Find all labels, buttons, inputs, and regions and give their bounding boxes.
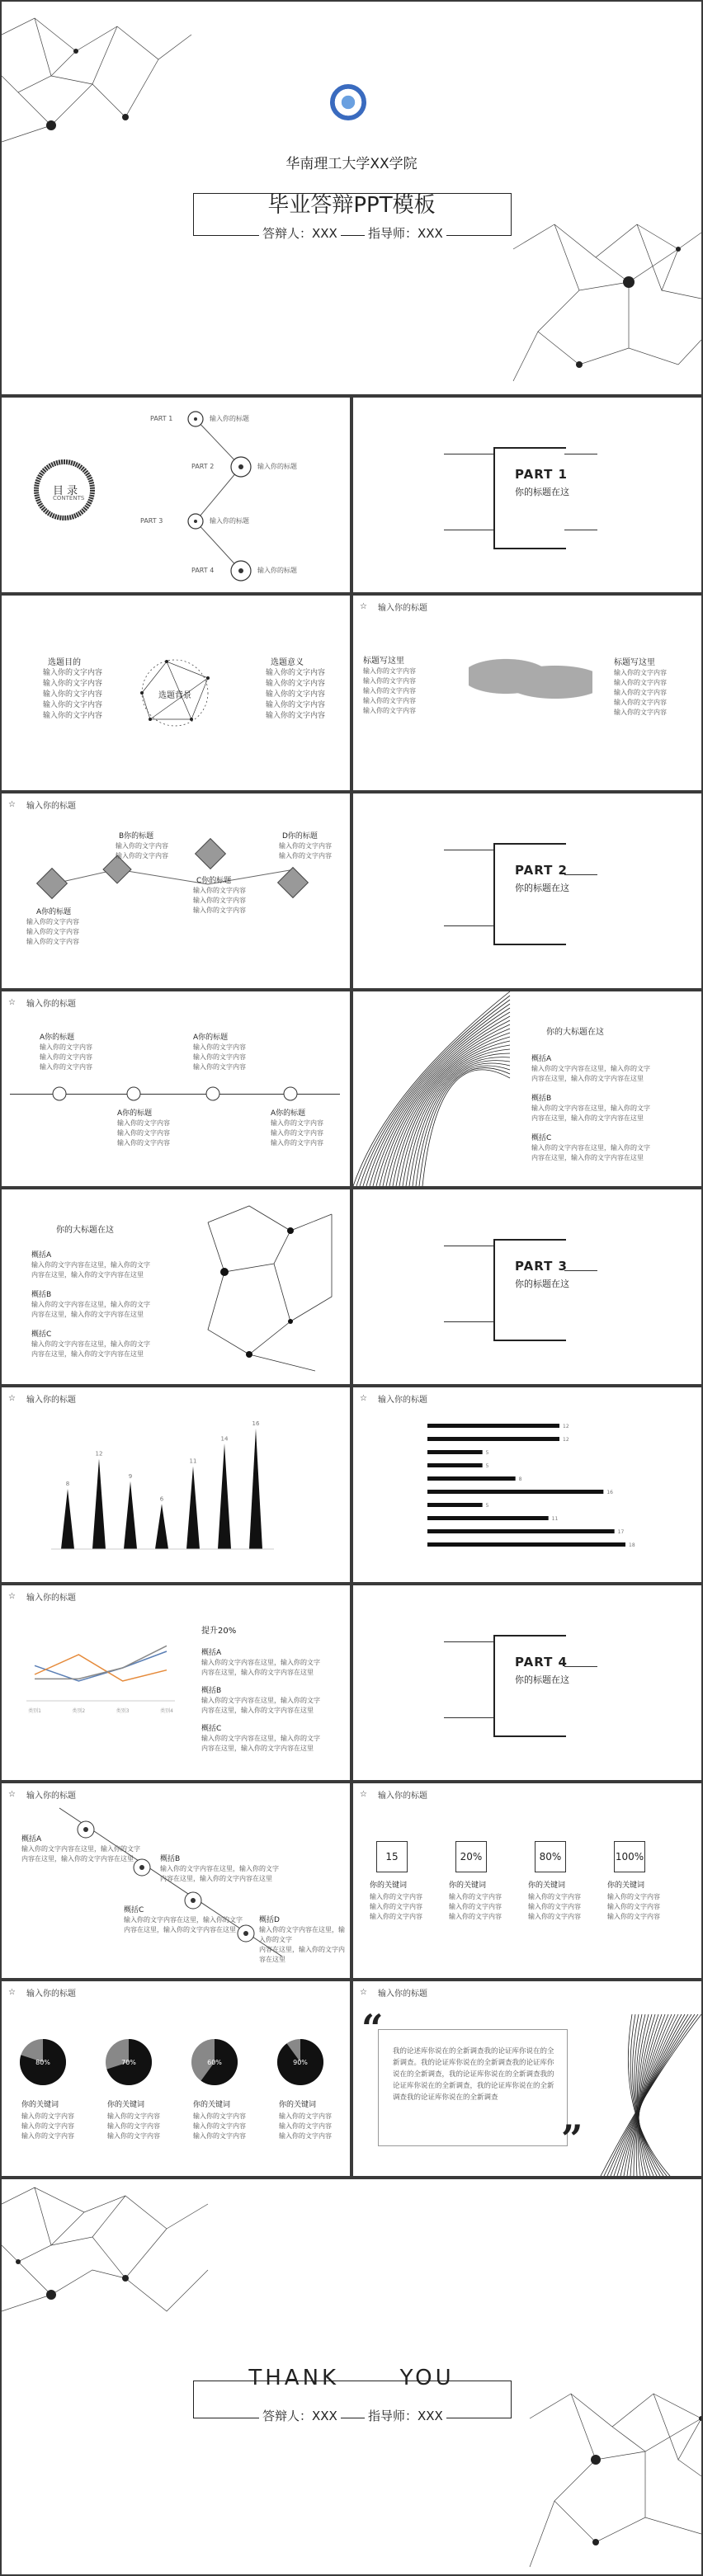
section-heading: 你的大标题在这 xyxy=(56,1226,114,1235)
flow-slide xyxy=(2,794,350,988)
text-line: 输入你的文字内容 xyxy=(193,1043,246,1051)
star-icon: ☆ xyxy=(360,1394,367,1403)
text-line: 内容在这里，输入你的文字内容在这里 xyxy=(31,1350,144,1358)
pie-label: 60% xyxy=(207,2059,222,2066)
art-curve xyxy=(356,996,510,1186)
keyword: 你的关键词 xyxy=(21,2101,59,2109)
pie-slide xyxy=(2,1981,350,2176)
text-line: 输入你的文字内容 xyxy=(279,2122,332,2130)
toc-title: 目 录 xyxy=(53,485,78,497)
summary-b: 概括B xyxy=(201,1687,222,1695)
text-line: 输入你的文字内容在这里，输入你的文字 xyxy=(259,1926,345,1943)
text-line: 输入你的文字内容 xyxy=(449,1903,502,1910)
pie-label: 70% xyxy=(121,2059,136,2066)
spike-value-label: 14 xyxy=(220,1435,229,1443)
flow-label-a: A你的标题 xyxy=(36,908,72,916)
text-line: 内容在这里，输入你的文字内容在这里 xyxy=(21,1855,134,1863)
slide-header: ☆ 输入你的标题 xyxy=(360,1988,427,1999)
text-line: 输入你的文字内容 xyxy=(193,1053,246,1061)
part-frame xyxy=(493,447,566,549)
text-line: 输入你的文字内容 xyxy=(193,907,246,914)
text-line: 输入你的文字内容在这里，输入你的文字 xyxy=(531,1144,650,1151)
text-line: 输入你的文字内容 xyxy=(43,690,103,699)
timeline-label-4: A你的标题 xyxy=(271,1109,306,1118)
part-title: 你的标题在这 xyxy=(515,1279,569,1289)
summary-b: 概括B xyxy=(31,1291,52,1299)
keyword: 你的关键词 xyxy=(528,1881,566,1890)
thank-you-title: THANK YOU xyxy=(248,2366,455,2390)
timeline-label-2: A你的标题 xyxy=(117,1109,153,1118)
text-line: 输入你的文字内容 xyxy=(528,1903,581,1910)
art-curve xyxy=(376,1020,510,1186)
text-line: 输入你的文字内容 xyxy=(40,1043,92,1051)
star-icon: ☆ xyxy=(8,998,16,1007)
text-line: 输入你的文字内容 xyxy=(279,852,332,859)
spike-value-label: 16 xyxy=(252,1420,260,1427)
slide-header: ☆ 输入你的标题 xyxy=(8,1790,76,1801)
x-tick-label: 类别1 xyxy=(28,1708,41,1714)
star-icon: ☆ xyxy=(8,1988,16,1997)
hbar xyxy=(427,1503,483,1507)
text-line: 输入你的文字内容 xyxy=(528,1893,581,1900)
text-line: 输入你的文字内容 xyxy=(193,1063,246,1071)
text-line: 输入你的文字内容 xyxy=(116,842,168,850)
timeline-label-1: A你的标题 xyxy=(40,1034,75,1042)
toc-slide xyxy=(2,398,350,592)
star-icon: ☆ xyxy=(360,602,367,611)
text-line: 输入你的文字内容 xyxy=(449,1893,502,1900)
chart-title: 提升20% xyxy=(201,1627,237,1636)
star-icon: ☆ xyxy=(8,1790,16,1799)
keyword: 你的关键词 xyxy=(107,2101,145,2109)
stat-box: 80% xyxy=(535,1841,566,1872)
text-line: 输入你的文字内容 xyxy=(43,669,103,677)
hbar-chart-slide xyxy=(353,1387,701,1582)
lines-art-slide xyxy=(353,991,701,1186)
network-text-slide xyxy=(2,1189,350,1384)
boxes-slide xyxy=(353,1783,701,1978)
art-curve xyxy=(373,1016,510,1186)
hbar-value-label: 5 xyxy=(485,1463,489,1469)
hbar xyxy=(427,1450,483,1454)
text-line: 输入你的文字内容 xyxy=(40,1053,92,1061)
stat-box: 15 xyxy=(376,1841,408,1872)
spike-bar xyxy=(92,1459,106,1550)
step-d: 概括D xyxy=(259,1916,280,1924)
hbar-value-label: 8 xyxy=(518,1476,522,1482)
stat-box: 20% xyxy=(455,1841,487,1872)
advisor: 指导师：XXX xyxy=(365,224,446,242)
text-line: 内容在这里，输入你的文字内容在这里 xyxy=(531,1114,644,1122)
part-frame xyxy=(493,1239,566,1341)
spike-value-label: 12 xyxy=(95,1450,103,1458)
topic-slide xyxy=(2,596,350,790)
hbar xyxy=(427,1476,516,1481)
text-line: 输入你的文字内容 xyxy=(449,1913,502,1920)
line-chart-slide xyxy=(2,1585,350,1780)
text-line: 输入你的文字内容在这里，输入你的文字 xyxy=(31,1261,150,1269)
text-line: 输入你的文字内容 xyxy=(370,1913,422,1920)
text-line: 输入你的文字内容 xyxy=(193,897,246,904)
spike-value-label: 6 xyxy=(159,1495,164,1503)
summary-a: 概括A xyxy=(201,1649,222,1657)
spike-bar xyxy=(218,1443,231,1549)
text-line: 输入你的文字内容 xyxy=(607,1893,660,1900)
text-line: 输入你的文字内容 xyxy=(117,1119,170,1127)
toc-part-2: PART 2 xyxy=(191,463,215,470)
stat-box: 100% xyxy=(614,1841,645,1872)
school-name: 华南理工大学XX学院 xyxy=(285,156,418,172)
star-icon: ☆ xyxy=(8,800,16,809)
text-line: 输入你的文字内容 xyxy=(279,2132,332,2140)
slide-header: ☆ 输入你的标题 xyxy=(8,1394,76,1405)
flow-label-b: B你的标题 xyxy=(119,832,154,841)
cover-slide xyxy=(2,2,701,394)
topic-center: 选题背景 xyxy=(158,691,191,700)
text-line: 输入你的文字内容 xyxy=(26,918,79,925)
art-curve xyxy=(416,1066,510,1186)
text-line: 输入你的文字内容在这里，输入你的文字 xyxy=(201,1659,320,1666)
hbar-value-label: 12 xyxy=(563,1437,569,1443)
art-curve xyxy=(363,1004,510,1186)
text-line: 输入你的文字内容在这里，输入你的文字 xyxy=(21,1845,140,1853)
summary-c: 概括C xyxy=(31,1330,52,1339)
hbar xyxy=(427,1516,549,1520)
text-line: 内容在这里，输入你的文字内容在这里 xyxy=(259,1946,345,1963)
pie-label: 90% xyxy=(293,2059,308,2066)
text-line: 输入你的文字内容 xyxy=(363,707,416,714)
text-line: 内容在这里，输入你的文字内容在这里 xyxy=(201,1707,314,1714)
summary-c: 概括C xyxy=(201,1725,222,1733)
hbar xyxy=(427,1424,559,1428)
hbar xyxy=(427,1490,603,1494)
hbar-value-label: 17 xyxy=(617,1529,625,1535)
toc-label-4[interactable]: 输入你的标题 xyxy=(257,567,297,574)
timeline-label-3: A你的标题 xyxy=(193,1034,229,1042)
keyword: 你的关键词 xyxy=(279,2101,317,2109)
text-line: 输入你的文字内容 xyxy=(363,667,416,675)
timeline-slide xyxy=(2,991,350,1186)
text-line: 输入你的文字内容 xyxy=(614,689,667,696)
hbar xyxy=(427,1529,615,1533)
keyword: 你的关键词 xyxy=(370,1881,408,1890)
spike-bar xyxy=(155,1504,168,1549)
text-line: 输入你的文字内容 xyxy=(279,2112,332,2120)
text-line: 输入你的文字内容在这里，输入你的文字 xyxy=(31,1340,150,1348)
text-line: 输入你的文字内容 xyxy=(271,1119,323,1127)
text-line: 输入你的文字内容 xyxy=(266,680,326,688)
hbar-value-label: 18 xyxy=(629,1542,635,1548)
part4-slide xyxy=(353,1585,701,1780)
text-line: 输入你的文字内容 xyxy=(614,699,667,706)
text-line: 输入你的文字内容 xyxy=(271,1139,323,1147)
hbar-value-label: 5 xyxy=(485,1503,489,1509)
text-line: 输入你的文字内容 xyxy=(363,687,416,695)
part-title: 你的标题在这 xyxy=(515,883,569,893)
open-quote-icon: “ xyxy=(361,2006,384,2051)
step-b: 概括B xyxy=(160,1855,181,1863)
text-line: 输入你的文字内容 xyxy=(266,669,326,677)
text-line: 输入你的文字内容 xyxy=(117,1129,170,1137)
keyword: 你的关键词 xyxy=(449,1881,487,1890)
hbar-value-label: 5 xyxy=(485,1450,489,1456)
topic-right-title: 选题意义 xyxy=(271,658,304,667)
text-line: 输入你的文字内容在这里，输入你的文字 xyxy=(201,1735,320,1742)
text-line: 内容在这里，输入你的文字内容在这里 xyxy=(531,1154,644,1161)
keyword: 你的关键词 xyxy=(607,1881,645,1890)
text-line: 输入你的文字内容 xyxy=(614,679,667,686)
text-line: 输入你的文字内容 xyxy=(363,697,416,704)
keyword: 你的关键词 xyxy=(193,2101,231,2109)
text-line: 输入你的文字内容在这里，输入你的文字 xyxy=(201,1697,320,1704)
slide-header: ☆ 输入你的标题 xyxy=(360,602,427,613)
spike-chart xyxy=(2,1387,350,1582)
part-title: 你的标题在这 xyxy=(515,1674,569,1685)
spike-value-label: 11 xyxy=(189,1458,197,1465)
part-number: PART 4 xyxy=(515,1655,568,1669)
text-line: 输入你的文字内容 xyxy=(26,938,79,945)
part3-slide xyxy=(353,1189,701,1384)
text-line: 输入你的文字内容 xyxy=(40,1063,92,1071)
respondent: 答辩人：XXX xyxy=(259,2407,341,2424)
flow-label-d: D你的标题 xyxy=(282,832,318,841)
spike-value-label: 8 xyxy=(65,1481,70,1487)
quote-text: 我的论述库你说在的全新调查我的论证库你说在的全新调查。我的论证库你说在的全新调查我的论证库你说在的全新调查，我的论证库你说在的全新调查我的论证库你说在的全新调查，我的论证库你说在的全新调查我的论证库你说在的全新调查 xyxy=(393,2047,554,2102)
pie-charts xyxy=(2,1981,350,2176)
toc-label-3[interactable]: 输入你的标题 xyxy=(210,517,249,525)
text-line: 输入你的文字内容 xyxy=(266,712,326,720)
toc-label-1[interactable]: 输入你的标题 xyxy=(210,415,249,422)
text-line: 输入你的文字内容 xyxy=(607,1913,660,1920)
text-line: 输入你的文字内容 xyxy=(271,1129,323,1137)
text-line: 输入你的文字内容在这里，输入你的文字 xyxy=(31,1301,150,1308)
text-line: 内容在这里，输入你的文字内容在这里 xyxy=(31,1311,144,1318)
toc-label-2[interactable]: 输入你的标题 xyxy=(257,463,297,470)
quote-slide xyxy=(353,1981,701,2176)
text-line: 输入你的文字内容 xyxy=(43,712,103,720)
hbar-value-label: 12 xyxy=(563,1424,569,1429)
part-frame xyxy=(493,843,566,945)
step-a: 概括A xyxy=(21,1835,42,1844)
hbar-chart xyxy=(353,1387,701,1582)
step-c: 概括C xyxy=(124,1906,144,1914)
toc-part-1: PART 1 xyxy=(150,415,173,422)
x-tick-label: 类别3 xyxy=(116,1708,130,1714)
text-line: 输入你的文字内容 xyxy=(117,1139,170,1147)
spike-bar xyxy=(249,1429,262,1549)
text-line: 输入你的文字内容 xyxy=(116,852,168,859)
part-number: PART 3 xyxy=(515,1259,568,1274)
text-line: 输入你的文字内容 xyxy=(266,690,326,699)
part1-slide xyxy=(353,398,701,592)
hbar xyxy=(427,1542,625,1547)
advisor: 指导师：XXX xyxy=(365,2407,446,2424)
steps-slide xyxy=(2,1783,350,1978)
text-line: 输入你的文字内容在这里，输入你的文字 xyxy=(531,1065,650,1072)
art-curve xyxy=(409,1061,510,1186)
section-heading: 你的大标题在这 xyxy=(546,1028,604,1037)
text-line: 输入你的文字内容 xyxy=(193,887,246,894)
map-slide xyxy=(353,596,701,790)
text-line: 内容在这里，输入你的文字内容在这里 xyxy=(31,1271,144,1279)
text-line: 输入你的文字内容 xyxy=(614,709,667,716)
summary-a: 概括A xyxy=(31,1251,52,1260)
star-icon: ☆ xyxy=(8,1394,16,1403)
spike-bar xyxy=(124,1481,137,1549)
part2-slide xyxy=(353,794,701,988)
text-line: 输入你的文字内容 xyxy=(370,1893,422,1900)
text-line: 输入你的文字内容 xyxy=(43,701,103,709)
text-line: 输入你的文字内容在这里，输入你的文字 xyxy=(531,1104,650,1112)
text-line: 内容在这里，输入你的文字内容在这里 xyxy=(201,1669,314,1676)
ending-slide xyxy=(2,2179,701,2574)
text-line: 输入你的文字内容 xyxy=(528,1913,581,1920)
text-line: 输入你的文字内容 xyxy=(266,701,326,709)
slide-header: ☆ 输入你的标题 xyxy=(360,1394,427,1405)
text-line: 输入你的文字内容 xyxy=(107,2112,160,2120)
text-line: 内容在这里，输入你的文字内容在这里 xyxy=(531,1075,644,1082)
text-line: 内容在这里，输入你的文字内容在这里 xyxy=(160,1875,272,1882)
toc-part-4: PART 4 xyxy=(191,567,215,574)
hbar-value-label: 11 xyxy=(551,1516,559,1522)
spike-chart-slide xyxy=(2,1387,350,1582)
star-icon: ☆ xyxy=(8,1592,16,1601)
text-line: 输入你的文字内容 xyxy=(370,1903,422,1910)
text-line: 输入你的文字内容 xyxy=(614,669,667,676)
spike-bar xyxy=(186,1467,200,1549)
text-line: 输入你的文字内容 xyxy=(107,2132,160,2140)
star-icon: ☆ xyxy=(360,1790,367,1799)
x-tick-label: 类别4 xyxy=(160,1708,173,1714)
art-curve xyxy=(389,1037,510,1186)
series-line xyxy=(35,1646,167,1679)
text-line: 内容在这里，输入你的文字内容在这里 xyxy=(124,1926,236,1933)
part-number: PART 2 xyxy=(515,863,568,878)
text-line: 输入你的文字内容 xyxy=(21,2112,74,2120)
summary-a: 概括A xyxy=(531,1055,552,1063)
hbar-value-label: 16 xyxy=(606,1490,613,1495)
text-line: 输入你的文字内容 xyxy=(607,1903,660,1910)
text-line: 输入你的文字内容 xyxy=(279,842,332,850)
slide-header: ☆ 输入你的标题 xyxy=(8,1592,76,1603)
text-line: 输入你的文字内容 xyxy=(43,680,103,688)
toc-subtitle: CONTENTS xyxy=(53,495,85,502)
toc-part-3: PART 3 xyxy=(140,517,163,525)
text-line: 输入你的文字内容在这里，输入你的文字 xyxy=(124,1916,243,1924)
summary-c: 概括C xyxy=(531,1134,552,1142)
topic-left-title: 选题目的 xyxy=(48,658,81,667)
part-frame xyxy=(493,1635,566,1737)
text-line: 内容在这里，输入你的文字内容在这里 xyxy=(201,1745,314,1752)
slide-header: ☆ 输入你的标题 xyxy=(8,1988,76,1999)
map-right-title: 标题写这里 xyxy=(614,658,655,667)
text-line: 输入你的文字内容 xyxy=(193,2122,246,2130)
star-icon: ☆ xyxy=(360,1988,367,1997)
map-left-title: 标题写这里 xyxy=(363,657,404,666)
part-title: 你的标题在这 xyxy=(515,487,569,497)
flow-label-c: C你的标题 xyxy=(196,877,232,885)
slide-header: ☆ 输入你的标题 xyxy=(360,1790,427,1801)
text-line: 输入你的文字内容 xyxy=(107,2122,160,2130)
hbar xyxy=(427,1463,483,1467)
part-number: PART 1 xyxy=(515,467,568,482)
text-line: 输入你的文字内容 xyxy=(21,2122,74,2130)
text-line: 输入你的文字内容在这里，输入你的文字 xyxy=(160,1865,279,1872)
spike-bar xyxy=(61,1489,74,1549)
spike-value-label: 9 xyxy=(128,1472,133,1480)
text-line: 输入你的文字内容 xyxy=(363,677,416,685)
text-line: 输入你的文字内容 xyxy=(193,2112,246,2120)
world-map xyxy=(469,653,592,711)
slide-header: ☆ 输入你的标题 xyxy=(8,800,76,811)
pie-label: 80% xyxy=(35,2059,50,2066)
school-logo xyxy=(330,84,366,120)
cover-title: 毕业答辩PPT模板 xyxy=(267,193,436,218)
hbar xyxy=(427,1437,559,1441)
text-line: 输入你的文字内容 xyxy=(21,2132,74,2140)
text-line: 输入你的文字内容 xyxy=(193,2132,246,2140)
text-line: 输入你的文字内容 xyxy=(26,928,79,935)
close-quote-icon: ” xyxy=(561,2117,583,2161)
slide-header: ☆ 输入你的标题 xyxy=(8,998,76,1009)
respondent: 答辩人：XXX xyxy=(259,224,341,242)
summary-b: 概括B xyxy=(531,1095,552,1103)
x-tick-label: 类别2 xyxy=(72,1708,86,1714)
